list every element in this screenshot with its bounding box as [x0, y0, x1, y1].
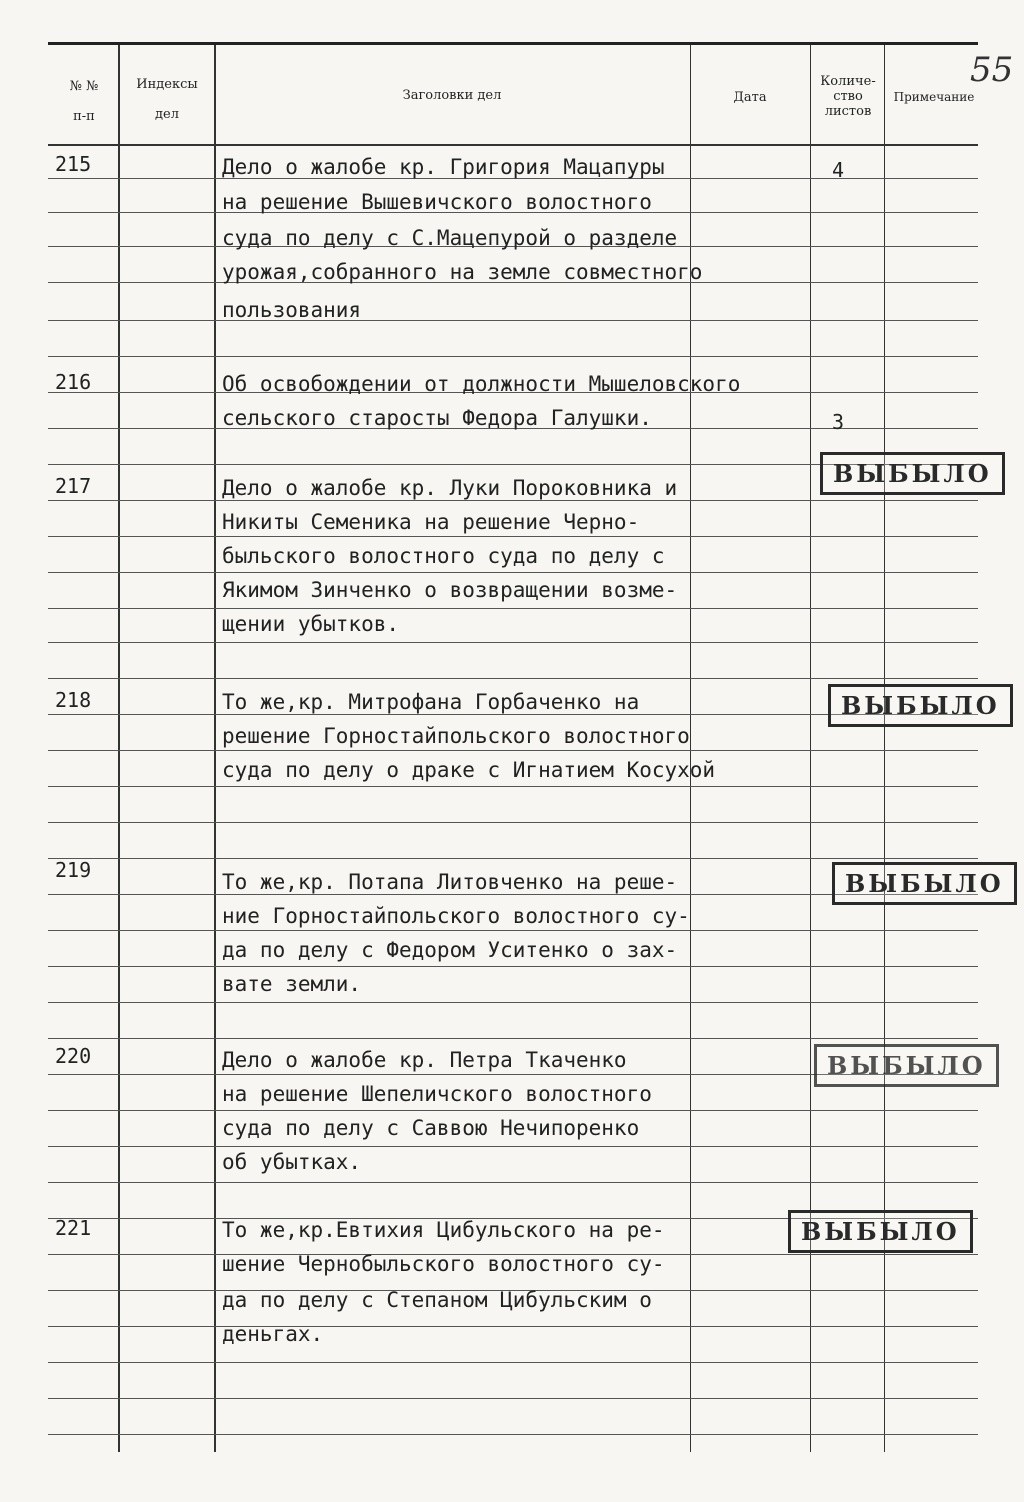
- entry-title-line: Об освобождении от должности Мышеловского: [222, 372, 741, 396]
- entry-title-line: Дело о жалобе кр. Луки Пороковника и: [222, 476, 678, 500]
- entry-title-line: То же,кр. Потапа Литовченко на реше-: [222, 870, 678, 894]
- entry-title-line: на решение Шепеличского волостного: [222, 1082, 652, 1106]
- header-bottom-border: [48, 144, 978, 146]
- ruled-line: [48, 500, 978, 501]
- ruled-line: [48, 572, 978, 573]
- column-divider: [690, 45, 691, 1452]
- header-notes: Примечание: [893, 90, 975, 104]
- ruled-line: [48, 1146, 978, 1147]
- entry-number: 218: [55, 688, 92, 712]
- ruled-line: [48, 320, 978, 321]
- column-divider: [214, 45, 216, 1452]
- ruled-line: [48, 750, 978, 751]
- entry-title-line: пользования: [222, 298, 362, 322]
- ruled-line: [48, 1038, 978, 1039]
- entry-number: 215: [55, 152, 92, 176]
- ruled-line: [48, 1182, 978, 1183]
- sheet-count: 4: [832, 158, 845, 182]
- entry-title-line: суда по делу о драке с Игнатием Косухой: [222, 758, 716, 782]
- entry-title-line: сельского старосты Федора Галушки.: [222, 406, 652, 430]
- header-date: Дата: [733, 90, 767, 105]
- entry-title-line: То же,кр.Евтихия Цибульского на ре-: [222, 1218, 665, 1242]
- entry-title-line: То же,кр. Митрофана Горбаченко на: [222, 690, 640, 714]
- entry-title-line: деньгах.: [222, 1322, 324, 1346]
- ruled-line: [48, 1362, 978, 1363]
- ruled-line: [48, 1002, 978, 1003]
- entry-number: 221: [55, 1216, 92, 1240]
- entry-title-line: вате земли.: [222, 972, 362, 996]
- ruled-line: [48, 1398, 978, 1399]
- entry-title-line: решение Горностайпольского волостного: [222, 724, 690, 748]
- entry-number: 217: [55, 474, 92, 498]
- sheet-count: 3: [832, 410, 845, 434]
- ruled-line: [48, 1326, 978, 1327]
- entry-title-line: щении убытков.: [222, 612, 400, 636]
- ruled-line: [48, 608, 978, 609]
- entry-title-line: об убытках.: [222, 1150, 362, 1174]
- entry-number: 216: [55, 370, 92, 394]
- entry-title-line: на решение Вышевичского волостного: [222, 190, 652, 214]
- header-sheets: Количе- ство листов: [820, 74, 876, 119]
- column-divider: [118, 45, 120, 1452]
- entry-title-line: быльского волостного суда по делу с: [222, 544, 665, 568]
- entry-title-line: Никиты Семеника на решение Черно-: [222, 510, 640, 534]
- withdrawn-stamp: ВЫБЫЛО: [788, 1210, 973, 1253]
- withdrawn-stamp: ВЫБЫЛО: [828, 684, 1013, 727]
- header-num: № № п-п: [69, 79, 99, 124]
- ruled-line: [48, 1110, 978, 1111]
- withdrawn-stamp: ВЫБЫЛО: [832, 862, 1017, 905]
- ruled-line: [48, 1434, 978, 1435]
- entry-title-line: да по делу с Федором Уситенко о зах-: [222, 938, 678, 962]
- header-titles: Заголовки дел: [402, 88, 502, 103]
- header-index: Индексы дел: [136, 77, 198, 122]
- entry-title-line: Якимом Зинченко о возвращении возме-: [222, 578, 678, 602]
- ruled-line: [48, 356, 978, 357]
- entry-title-line: Дело о жалобе кр. Петра Ткаченко: [222, 1048, 627, 1072]
- ruled-line: [48, 858, 978, 859]
- ruled-line: [48, 822, 978, 823]
- ruled-line: [48, 930, 978, 931]
- page-number: 55: [970, 50, 1014, 90]
- entry-title-line: шение Чернобыльского волостного су-: [222, 1252, 665, 1276]
- entry-title-line: суда по делу с Саввою Нечипоренко: [222, 1116, 640, 1140]
- withdrawn-stamp: ВЫБЫЛО: [820, 452, 1005, 495]
- entry-number: 220: [55, 1044, 92, 1068]
- ruled-line: [48, 678, 978, 679]
- entry-title-line: да по делу с Степаном Цибульским о: [222, 1288, 652, 1312]
- entry-title-line: суда по делу с С.Мацепурой о разделе: [222, 226, 678, 250]
- entry-title-line: урожая,собранного на земле совместного: [222, 260, 703, 284]
- ruled-line: [48, 786, 978, 787]
- ruled-line: [48, 642, 978, 643]
- ruled-line: [48, 966, 978, 967]
- table-top-border: [48, 42, 978, 45]
- entry-title-line: Дело о жалобе кр. Григория Мацапуры: [222, 155, 665, 179]
- withdrawn-stamp: ВЫБЫЛО: [814, 1044, 999, 1087]
- entry-title-line: ние Горностайпольского волостного су-: [222, 904, 690, 928]
- ruled-line: [48, 536, 978, 537]
- entry-number: 219: [55, 858, 92, 882]
